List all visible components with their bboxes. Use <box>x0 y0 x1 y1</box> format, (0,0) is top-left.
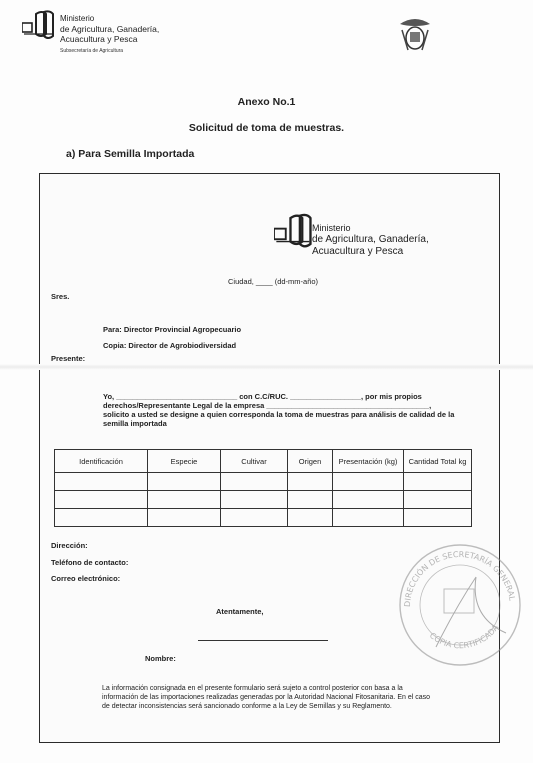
ministry-line1: Ministerio <box>60 14 95 23</box>
body-line-1[interactable]: Yo, _____________________________ con C.C/RUC. _________________, por mis propios <box>103 392 422 401</box>
sres-label: Sres. <box>51 292 70 301</box>
table-row <box>55 491 472 509</box>
table-cell[interactable] <box>404 509 472 527</box>
body-line-2[interactable]: derechos/Representante Legal de la empresa _______________________________________, <box>103 401 432 410</box>
correo-field[interactable]: Correo electrónico: <box>51 574 121 583</box>
certification-stamp-icon <box>396 537 524 671</box>
presente-label: Presente: <box>51 354 86 363</box>
stamp-top-text: DIRECCIÓN DE SECRETARÍA GENERAL <box>402 549 517 608</box>
stamp-bottom-text: COPIA CERTIFICADA <box>427 622 501 651</box>
note-line-2: información de las importaciones realizadas generadas por la Autoridad Nacional Fitosanitaria. En el caso <box>102 694 431 701</box>
table-cell[interactable] <box>288 509 333 527</box>
form-logo-line1: Ministerio <box>312 223 351 233</box>
col-cantidad-total: Cantidad Total kg <box>404 450 472 473</box>
ministry-logo <box>22 10 192 60</box>
col-especie: Especie <box>148 450 221 473</box>
ministry-logo-icon <box>22 10 56 40</box>
table-cell[interactable] <box>404 491 472 509</box>
coat-of-arms-icon <box>398 16 432 52</box>
col-origen: Origen <box>288 450 333 473</box>
atentamente-text: Atentamente, <box>216 607 264 616</box>
table-cell[interactable] <box>221 509 288 527</box>
table-cell[interactable] <box>333 473 404 491</box>
col-cultivar: Cultivar <box>221 450 288 473</box>
section-heading: a) Para Semilla Importada <box>66 148 195 160</box>
anexo-title: Anexo No.1 <box>237 96 296 108</box>
table-cell[interactable] <box>288 491 333 509</box>
body-line-3: solicito a usted se designe a quien corresponda la toma de muestras para análisis de calidad de la <box>103 410 455 419</box>
table-cell[interactable] <box>148 509 221 527</box>
nombre-field[interactable]: Nombre: <box>145 654 176 663</box>
subsecretaria: Subsecretaría de Agricultura <box>60 48 124 54</box>
direccion-field[interactable]: Dirección: <box>51 541 88 550</box>
table-row <box>55 473 472 491</box>
scan-artifact-line <box>0 364 533 370</box>
signature-line[interactable] <box>198 640 328 641</box>
col-presentacion: Presentación (kg) <box>333 450 404 473</box>
table-cell[interactable] <box>221 473 288 491</box>
table-row <box>55 509 472 527</box>
ciudad-date-field[interactable]: Ciudad, ____ (dd-mm-año) <box>228 277 319 286</box>
note-line-1: La información consignada en el presente formulario será sujeto a control posterior con basa a la <box>102 685 403 692</box>
form-logo-line2: de Agricultura, Ganadería, <box>312 234 429 245</box>
solicitud-title: Solicitud de toma de muestras. <box>188 122 345 134</box>
ministry-line2: de Agricultura, Ganadería, <box>60 24 160 34</box>
table-cell[interactable] <box>333 491 404 509</box>
body-line-4: semilla importada <box>103 419 167 428</box>
table-cell[interactable] <box>55 473 148 491</box>
table-cell[interactable] <box>221 491 288 509</box>
note-line-3: de detectar inconsistencias será sancionado conforme a la Ley de Semillas y su Reglamento. <box>102 703 392 710</box>
table-cell[interactable] <box>288 473 333 491</box>
table-cell[interactable] <box>404 473 472 491</box>
ministry-line3: Acuacultura y Pesca <box>60 34 138 44</box>
samples-table <box>54 449 472 527</box>
para-line: Para: Director Provincial Agropecuario <box>103 325 242 334</box>
table-cell[interactable] <box>148 473 221 491</box>
table-cell[interactable] <box>55 491 148 509</box>
form-logo-line3: Acuacultura y Pesca <box>312 246 404 257</box>
table-header-row <box>55 450 472 473</box>
form-ministry-logo-icon <box>274 212 314 250</box>
table-cell[interactable] <box>333 509 404 527</box>
form-ministry-logo <box>274 212 474 262</box>
copia-line: Copia: Director de Agrobiodiversidad <box>103 341 237 350</box>
telefono-field[interactable]: Teléfono de contacto: <box>51 558 129 567</box>
table-cell[interactable] <box>148 491 221 509</box>
col-identificacion: Identificación <box>55 450 148 473</box>
table-cell[interactable] <box>55 509 148 527</box>
